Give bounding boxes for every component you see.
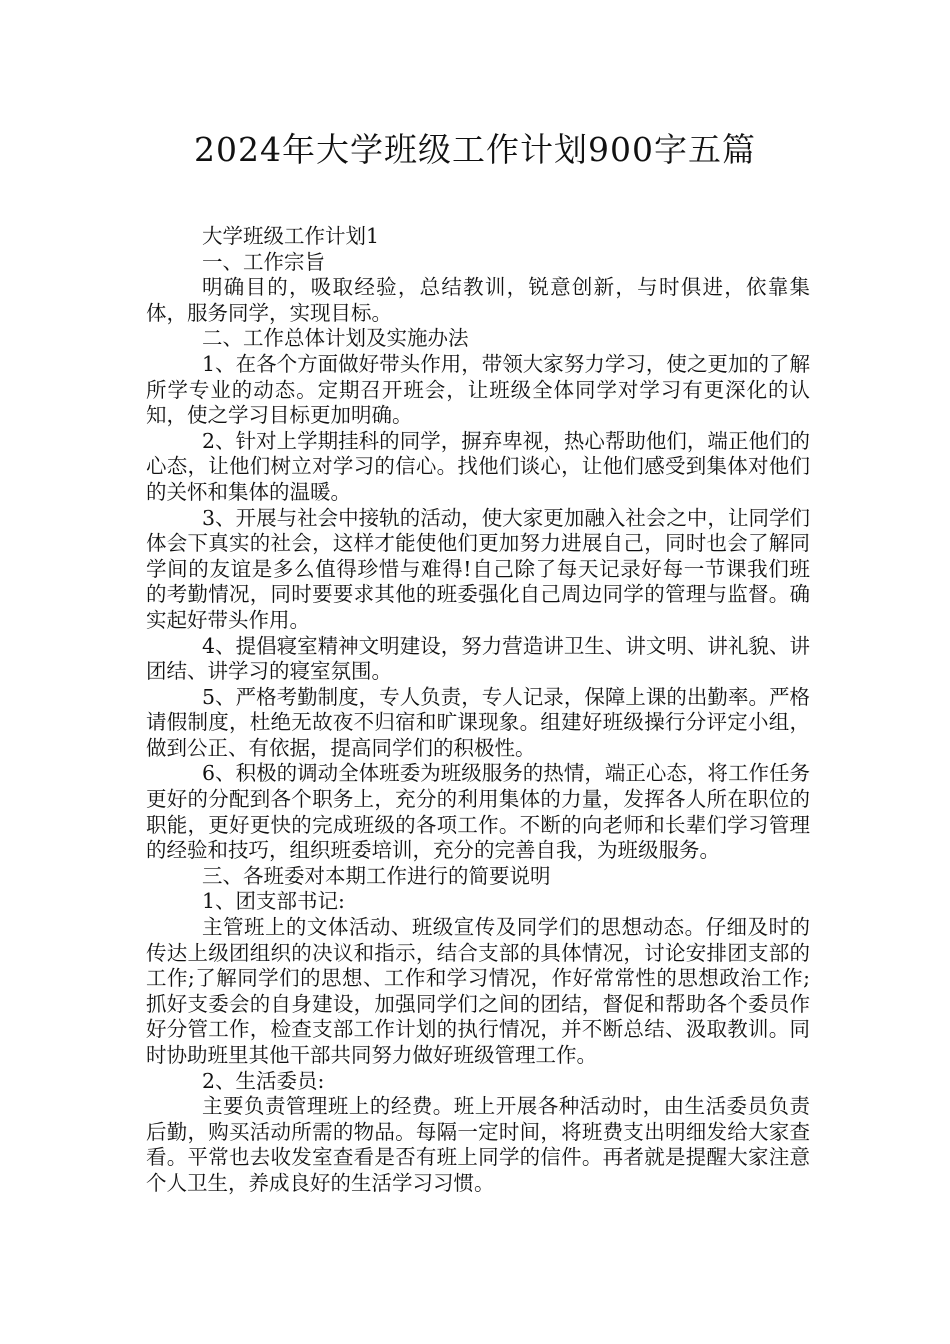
paragraph-item-4: 4、提倡寝室精神文明建设，努力营造讲卫生、讲文明、讲礼貌、讲团结、讲学习的寝室氛围。 [146, 633, 810, 684]
section-heading-overall-plan: 二、工作总体计划及实施办法 [202, 326, 469, 351]
paragraph-item-6: 6、积极的调动全体班委为班级服务的热情，端正心态，将工作任务更好的分配到各个职务上，充分的利用集体的力量，发挥各人所在职位的职能，更好更快的完成班级的各项工作。不断的向老师和长辈们学习管理的经验和技巧，组织班委培训，充分的完善自我，为班级服务。 [146, 761, 810, 863]
document-body [146, 224, 810, 1197]
paragraph-league-secretary: 主管班上的文体活动、班级宣传及同学们的思想动态。仔细及时的传达上级团组织的决议和指示，结合支部的具体情况，讨论安排团支部的工作;了解同学们的思想、工作和学习情况，作好常常性的思想政治工作;抓好支委会的自身建设，加强同学们之间的团结，督促和帮助各个委员作好分管工作，检查支部工作计划的执行情况，并不断总结、汲取教训。同时协助班里其他干部共同努力做好班级管理工作。 [146, 915, 810, 1067]
subheading-life-committee: 2、生活委员: [202, 1068, 325, 1093]
section-heading-committee: 三、各班委对本期工作进行的简要说明 [202, 863, 551, 888]
paragraph-item-3: 3、开展与社会中接轨的活动，使大家更加融入社会之中，让同学们体会下真实的社会，这样才能使他们更加努力进展自己，同时也会了解同学间的友谊是多么值得珍惜与难得!自己除了每天记录好每一节课我们班的考勤情况，同时要要求其他的班委强化自己周边同学的管理与监督。确实起好带头作用。 [146, 505, 810, 632]
paragraph-item-1: 1、在各个方面做好带头作用，带领大家努力学习，使之更加的了解所学专业的动态。定期召开班会，让班级全体同学对学习有更深化的认知，使之学习目标更加明确。 [146, 351, 810, 428]
section-heading-plan-1: 大学班级工作计划1 [202, 224, 380, 248]
paragraph-item-2: 2、针对上学期挂科的同学，摒弃卑视，热心帮助他们，端正他们的心态，让他们树立对学习的信心。找他们谈心，让他们感受到集体对他们的关怀和集体的温暖。 [146, 428, 810, 504]
paragraph-purpose: 明确目的，吸取经验，总结教训，锐意创新，与时俱进，依靠集体，服务同学，实现目标。 [146, 275, 810, 325]
section-heading-purpose: 一、工作宗旨 [202, 249, 325, 274]
paragraph-item-5: 5、严格考勤制度，专人负责，专人记录，保障上课的出勤率。严格请假制度，杜绝无故夜不归宿和旷课现象。组建好班级操行分评定小组，做到公正、有依据，提高同学们的积极性。 [146, 684, 810, 760]
paragraph-life-committee: 主要负责管理班上的经费。班上开展各种活动时，由生活委员负责后勤，购买活动所需的物品。每隔一定时间，将班费支出明细发给大家查看。平常也去收发室查看是否有班上同学的信件。再者就是提醒大家注意个人卫生，养成良好的生活学习习惯。 [146, 1094, 810, 1195]
page-title: 2024年大学班级工作计划900字五篇 [194, 130, 756, 169]
subheading-league-secretary: 1、团支部书记: [202, 889, 345, 914]
